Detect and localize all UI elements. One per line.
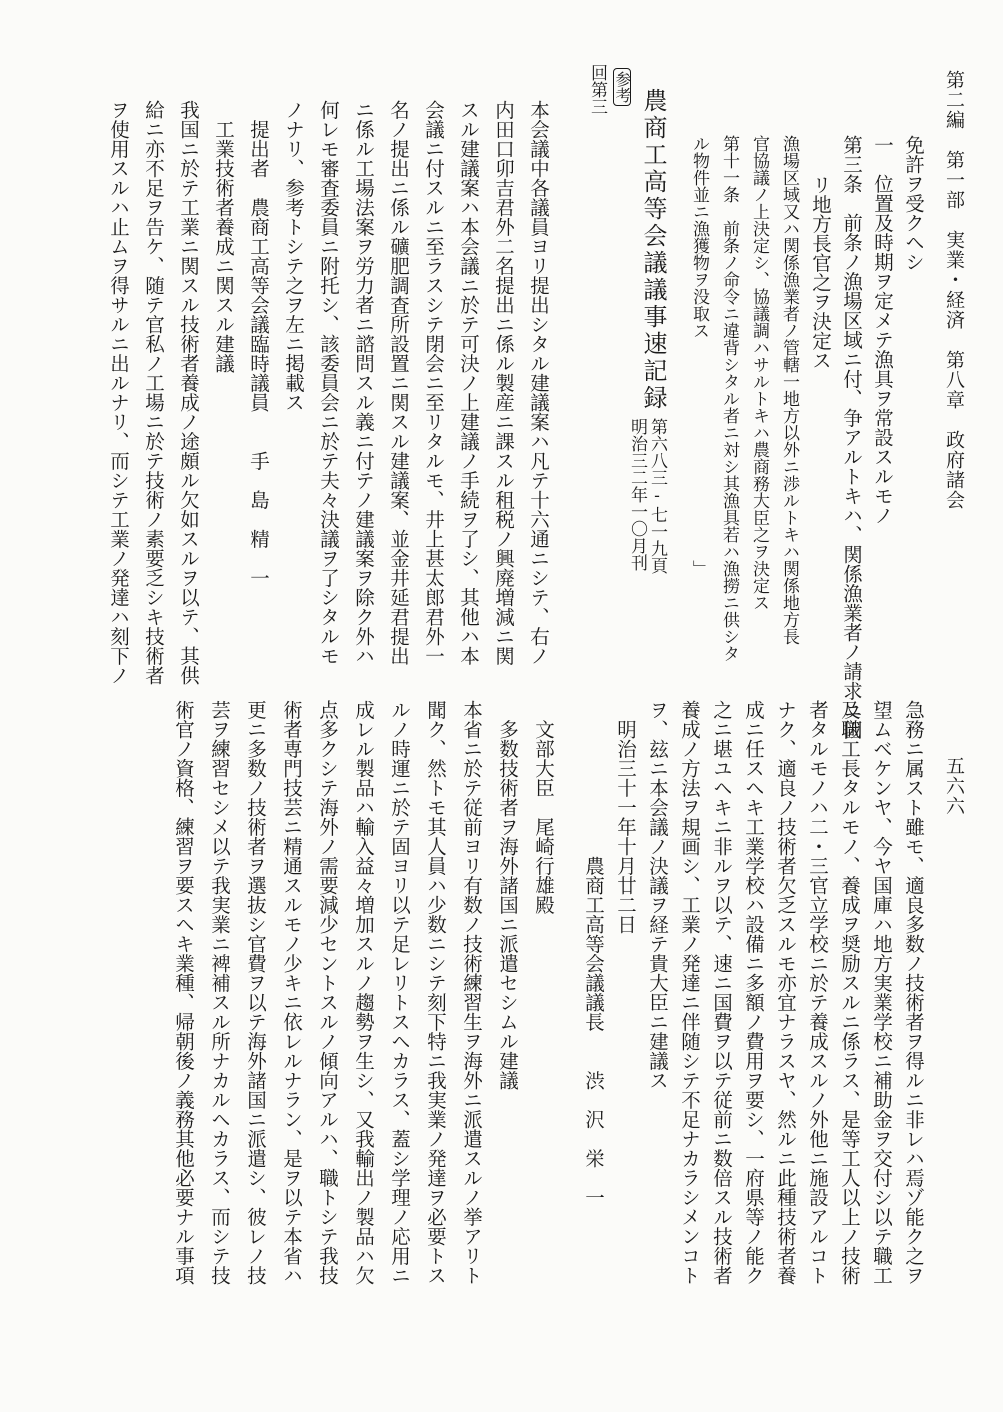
text-line: 点多クシテ海外ノ需要減少セントスルノ傾向アルハ、職トシテ我技 [316,700,339,1285]
text-line: 望ムベケンヤ、今ヤ国庫ハ地方実業学校ニ補助金ヲ交付シ以テ職工 [870,700,893,1285]
text-line: スル建議案ハ本会議ニ於テ可決ノ上建議ノ手続ヲ了シ、其他ハ本 [457,100,480,666]
text-line: 官協議ノ上決定シ、協議調ハサルトキハ農商務大臣之ヲ決定ス [749,135,769,611]
running-title: 第二編 第一部 実業・経済 第八章 政府諸会 [943,70,965,510]
text-line: 提出者 農商工高等会議臨時議員 手 島 精 一 [247,100,270,588]
text-line: 給ニ亦不足ヲ告ケ、随テ官私ノ工場ニ於テ技術ノ素要乏シキ技術者 [142,100,165,685]
date-line: 明治三十一年十月廿二日 [614,700,637,934]
reference-source-pages: 第六八三‐七一九頁 [647,418,667,574]
text-line: ヲ、玆ニ本会議ノ決議ヲ経テ貴大臣ニ建議ス [646,700,669,1090]
text-line: 免許ヲ受クヘシ [902,135,925,272]
text-line: 我国ニ於テ工業ニ関スル技術者養成ノ途頗ル欠如スルヲ以テ、其供 [177,100,200,685]
addressee-line: 文部大臣 尾崎行雄殿 [532,700,555,915]
text-line: 芸ヲ練習セシメ以テ我実業ニ裨補スル所ナカルヘカラス、而シテ技 [208,700,231,1285]
text-line: 一 位置及時期ヲ定メテ漁具ヲ常設スルモノ [871,135,894,525]
text-line: ルノ時運ニ於テ固ヨリ以テ足レリトスヘカラス、蓋シ学理ノ応用ニ [388,700,411,1285]
text-line: ノナリ、参考トシテ之ヲ左ニ掲載ス [282,100,305,412]
text-line: 本省ニ於テ従前ヨリ有数ノ技術練習生ヲ海外ニ派遣スルノ挙アリト [460,700,483,1285]
text-line: 第十一条 前条ノ命令ニ違背シタル者ニ対シ其漁具若ハ漁撈ニ供シタ [719,135,739,662]
reference-source-date: 明治三二年一〇月刊 [627,418,647,571]
signature-line: 農商工高等会議議長 渋 沢 栄 一 [582,700,605,1207]
text-line: 本会議中各議員ヨリ提出シタル建議案ハ凡テ十六通ニシテ、右ノ [527,100,550,666]
text-line: 及職工長タルモノ、養成ヲ奨励スルニ係ラス、是等工人以上ノ技術 [838,700,861,1285]
text-line: 術者専門技芸ニ精通スルモノ少キニ依レルナラン、是ヲ以テ本省ハ [280,700,303,1285]
page-number: 五六六 [943,756,965,816]
text-line: ニ係ル工場法案ヲ労力者ニ諮問スル義ニ付テノ建議案ヲ除ク外ハ [352,100,375,666]
text-line: 更ニ多数ノ技術者ヲ選抜シ官費ヲ以テ海外諸国ニ派遣シ、彼レノ技 [244,700,267,1285]
text-line: 者タルモノハ二・三官立学校ニ於テ養成スルノ外他ニ施設アルコト [806,700,829,1285]
text-line: 聞ク、然トモ其人員ハ少数ニシテ刻下特ニ我実業ノ発達ヲ必要トス [424,700,447,1285]
text-line: 名ノ提出ニ係ル礦肥調査所設置ニ関スル建議案、並金井延君提出 [387,100,410,666]
text-line: 養成ノ方法ヲ規画シ、工業ノ発達ニ伴随シテ不足ナカラシメンコト [678,700,701,1285]
section-heading: 工業技術者養成ニ関スル建議 [212,100,235,373]
text-line: 内田口卯吉君外二名提出ニ係ル製産ニ課スル租税ノ興廃増減ニ関 [492,100,515,666]
text-line: 会議ニ付スルニ至ラスシテ閉会ニ至リタルモ、井上甚太郎君外一 [422,100,445,666]
text-line: リ地方長官之ヲ決定ス [809,175,832,370]
text-line: 成ニ任スヘキ工業学校ハ設備ニ多額ノ費用ヲ要シ、一府県等ノ能ク [742,700,765,1285]
text-line: 急務ニ属スト雖モ、適良多数ノ技術者ヲ得ルニ非レハ焉ゾ能ク之ヲ [902,700,925,1285]
text-line: ナク、適良ノ技術者欠乏スルモ亦宜ナラスヤ、然ルニ此種技術者養 [774,700,797,1285]
text-line: ル物件並ニ漁獲物ヲ没取ス 」 [689,135,709,577]
text-line: 何レモ審査委員ニ附托シ、該委員会ニ於テ夫々決議ヲ了シタルモ [317,100,340,666]
text-line: 第三条 前条ノ漁場区域ニ付、争アルトキハ、関係漁業者ノ請求ニ因 [840,135,863,740]
text-line: 之ニ堪ユヘキニ非ルヲ以テ、速ニ国費ヲ以テ従前ニ数倍スル技術者 [710,700,733,1285]
text-line: 漁場区域又ハ関係漁業者ノ管轄一地方以外ニ渉ルトキハ関係地方長 [779,135,799,645]
reference-issue: 回第三 [587,64,607,115]
reference-title: 農商工高等会議議事速記録 [639,88,667,412]
reference-tag: 参考 [613,68,631,106]
text-line: ヲ使用スルハ止ムヲ得サルニ出ルナリ、而シテ工業ノ発達ハ刻下ノ [107,100,130,685]
text-line: 成レル製品ハ輸入益々増加スルノ趨勢ヲ生シ、又我輸出ノ製品ハ欠 [352,700,375,1285]
section-heading: 多数技術者ヲ海外諸国ニ派遣セシムル建議 [496,700,519,1090]
text-line: 術官ノ資格、練習ヲ要スヘキ業種、帰朝後ノ義務其他必要ナル事項 [172,700,195,1285]
